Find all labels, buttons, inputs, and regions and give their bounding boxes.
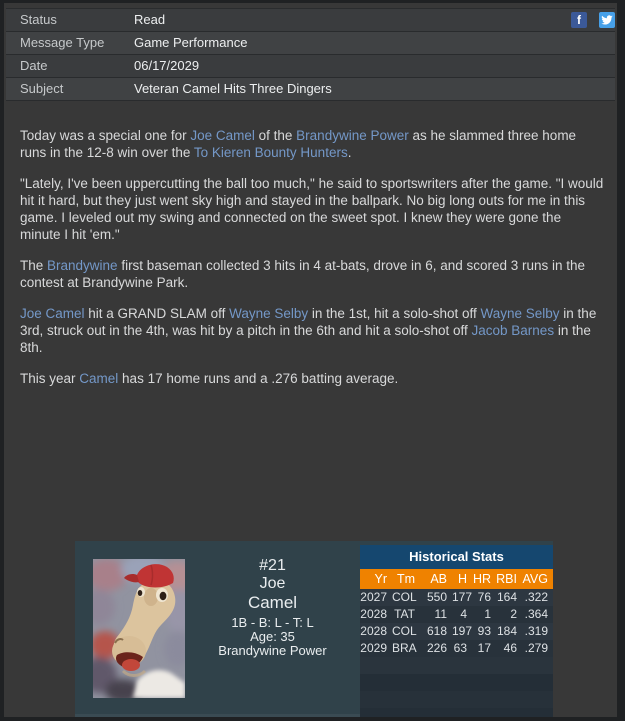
stats-empty-stripe (360, 657, 553, 674)
player-last-name: Camel (247, 593, 298, 612)
stats-cell: 2 (510, 607, 517, 621)
player-first-name: Joe (259, 575, 286, 592)
stats-cell: 177 (452, 590, 473, 604)
stats-col-header: AVG (522, 572, 548, 586)
article-paragraph (20, 175, 604, 243)
stats-col-header: Yr (374, 572, 387, 586)
stats-cell: TAT (394, 607, 415, 621)
entity-link[interactable]: Wayne Selby (229, 306, 309, 321)
twitter-icon[interactable] (599, 12, 615, 28)
entity-link[interactable]: Joe Camel (190, 128, 255, 143)
meta-value-message-type: Game Performance (134, 35, 248, 50)
stats-col-header: H (457, 572, 467, 586)
stats-cell: 164 (496, 590, 517, 604)
message-meta-table (6, 8, 615, 101)
entity-link[interactable]: Joe Camel (20, 306, 85, 321)
text-run: "Lately, I've been uppercutting the ball too much," he said to sportswriters after the game. "I would hit it hard, but they just went sky high and stayed in the ballpark. No big long outs for me in this game. I leveled out my swing and connected on the sweet spot. I knew they were gone the minute I hit 'em." (20, 176, 604, 242)
stats-cell: 4 (460, 607, 467, 621)
stats-col-header: HR (472, 572, 491, 586)
stats-cell: 17 (477, 641, 491, 655)
text-run: The (20, 258, 48, 273)
stats-cell: COL (392, 590, 417, 604)
stats-cell: .364 (524, 607, 548, 621)
text-run: of the (254, 128, 297, 143)
stats-rows (360, 589, 553, 657)
stats-cell: 550 (426, 590, 447, 604)
meta-value-date: 06/17/2029 (134, 58, 200, 73)
stats-cell: .279 (524, 641, 548, 655)
stats-cell: 226 (426, 641, 447, 655)
stats-cell: .319 (524, 624, 548, 638)
text-run: has 17 home runs and a .276 batting average. (118, 371, 399, 386)
stats-cell: .322 (524, 590, 548, 604)
twitter-bird-icon (601, 14, 613, 26)
entity-link[interactable]: Wayne Selby (480, 306, 560, 321)
meta-value-subject: Veteran Camel Hits Three Dingers (134, 81, 332, 96)
stats-col-header: Tm (396, 572, 415, 586)
meta-value-status: Read (134, 12, 166, 27)
text-run: hit a GRAND SLAM off (84, 306, 230, 321)
meta-row-message-type (6, 32, 615, 55)
stats-cell: 2028 (360, 624, 387, 638)
stats-cell: 11 (434, 607, 447, 621)
stats-cell: 2029 (360, 641, 387, 655)
stats-row (360, 589, 553, 606)
stats-cell: 197 (452, 624, 473, 638)
text-run: first baseman collected 3 hits in 4 at-bats, drove in 6, and scored 3 runs in the contest at Brandywine Park. (20, 258, 586, 290)
article-paragraph (20, 305, 604, 356)
meta-row-subject (6, 78, 615, 101)
text-run: This year (20, 371, 80, 386)
entity-link[interactable]: Brandywine Power (296, 128, 409, 143)
article-paragraph (20, 370, 604, 387)
stats-cell: COL (392, 624, 417, 638)
text-run: in the 8th. (20, 323, 591, 355)
article-body (20, 127, 604, 401)
player-position-line: 1B - B: L - T: L (231, 615, 314, 630)
meta-label: Message Type (20, 35, 105, 50)
player-number: #21 (259, 557, 286, 574)
stats-col-header: RBI (496, 572, 517, 586)
stats-col-header: AB (430, 572, 447, 586)
entity-link[interactable]: Brandywine (47, 258, 118, 273)
entity-link[interactable]: Jacob Barnes (471, 323, 555, 338)
meta-label: Date (20, 58, 48, 73)
stats-header-row (360, 569, 553, 589)
stats-cell: 76 (477, 590, 491, 604)
stats-cell: BRA (392, 641, 417, 655)
meta-row-status (6, 9, 615, 32)
meta-label: Subject (20, 81, 64, 96)
stats-row (360, 606, 553, 623)
camel-mascot-photo (93, 559, 185, 698)
text-run: in the 1st, hit a solo-shot off (308, 306, 481, 321)
stats-cell: 2028 (360, 607, 387, 621)
stats-cell: 1 (484, 607, 491, 621)
historical-stats-panel (360, 545, 553, 717)
historical-stats-title: Historical Stats (360, 545, 553, 569)
article-paragraph (20, 127, 604, 161)
entity-link[interactable]: To Kieren Bounty Hunters (193, 145, 348, 160)
meta-row-date (6, 55, 615, 78)
text-run: as he slammed three home runs in the 12-8 win over the (20, 128, 577, 160)
stats-cell: 2027 (360, 590, 387, 604)
stats-cell: 63 (453, 641, 467, 655)
player-team: Brandywine Power (218, 643, 327, 658)
meta-label: Status (20, 12, 57, 27)
stats-row (360, 623, 553, 640)
stats-cell: 618 (426, 624, 447, 638)
entity-link[interactable]: Camel (79, 371, 119, 386)
stats-cell: 46 (503, 641, 517, 655)
text-run: in the 3rd, struck out in the 4th, was hit by a pitch in the 6th and hit a solo-shot off (20, 306, 597, 338)
article-paragraph (20, 257, 604, 291)
player-photo (93, 559, 185, 698)
facebook-icon[interactable]: f (571, 12, 587, 28)
player-bio (185, 557, 360, 658)
stats-cell: 93 (477, 624, 491, 638)
stats-row (360, 640, 553, 657)
message-panel (4, 3, 617, 717)
stats-cell: 184 (496, 624, 517, 638)
text-run: Today was a special one for (20, 128, 191, 143)
stats-empty-stripe (360, 691, 553, 708)
player-card (75, 541, 553, 717)
text-run: . (347, 145, 352, 160)
player-age-line: Age: 35 (250, 629, 295, 644)
